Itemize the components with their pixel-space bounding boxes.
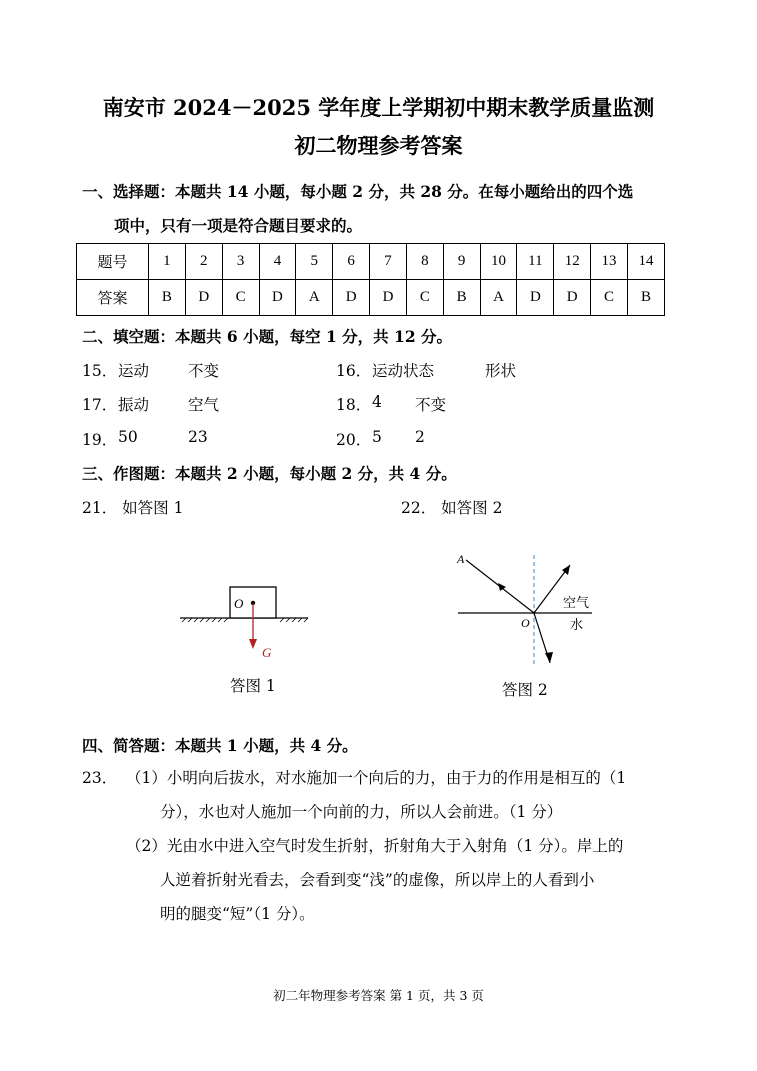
table-cell: A xyxy=(296,280,333,316)
fill-item-answer-a: 振动 xyxy=(118,396,150,414)
fill-item-answer-b: 空气 xyxy=(188,396,220,414)
figure-1 xyxy=(170,575,320,665)
table-cell: 3 xyxy=(222,244,259,280)
q23-number: 23． xyxy=(82,769,118,787)
table-cell: 14 xyxy=(627,244,664,280)
medium-water-label: 水 xyxy=(570,618,584,633)
table-cell-label: 答案 xyxy=(77,280,149,316)
fill-item-answer-b: 不变 xyxy=(188,362,220,380)
q23-part2-line3: 明的腿变“短”（1 分）。 xyxy=(160,905,315,923)
fill-item-num: 16． xyxy=(336,362,372,380)
q22-label: 22． 如答图 2 xyxy=(401,499,503,517)
fill-item-answer-a: 5 xyxy=(372,428,382,446)
table-cell: 4 xyxy=(259,244,296,280)
table-cell-label: 题号 xyxy=(77,244,149,280)
fill-item-answer-b: 形状 xyxy=(485,362,517,380)
fill-item-num: 20． xyxy=(336,431,372,449)
page-title: 南安市 2024－2025 学年度上学期初中期末教学质量监测 xyxy=(102,95,655,120)
point-o-label: O xyxy=(234,596,244,611)
table-row-numbers xyxy=(77,244,665,280)
section1-heading-line1: 一、选择题：本题共 14 小题，每小题 2 分，共 28 分。在每小题给出的四个选 xyxy=(82,182,634,201)
medium-air-label: 空气 xyxy=(563,596,590,611)
table-cell: B xyxy=(627,280,664,316)
fill-item-answer-a: 50 xyxy=(118,428,138,446)
fill-item-answer-a: 4 xyxy=(372,393,382,411)
table-cell: 10 xyxy=(480,244,517,280)
q23-part1-line2: 分），水也对人施加一个向前的力，所以人会前进。（1 分） xyxy=(160,803,563,821)
table-cell: C xyxy=(222,280,259,316)
table-cell: 12 xyxy=(554,244,591,280)
table-cell: 13 xyxy=(591,244,628,280)
table-cell: D xyxy=(259,280,296,316)
table-cell: 8 xyxy=(406,244,443,280)
table-cell: 5 xyxy=(296,244,333,280)
q23-part1-line1: （1）小明向后拔水，对水施加一个向后的力，由于力的作用是相互的（1 xyxy=(126,769,627,787)
point-o-label: O xyxy=(521,616,530,630)
table-cell: D xyxy=(185,280,222,316)
figure-2 xyxy=(450,545,600,670)
table-cell: B xyxy=(149,280,186,316)
table-cell: 2 xyxy=(185,244,222,280)
figure-1-caption: 答图 1 xyxy=(230,677,276,695)
force-g-label: G xyxy=(262,645,272,660)
fill-item-num: 15． xyxy=(82,362,118,380)
page-subtitle: 初二物理参考答案 xyxy=(294,133,463,158)
fill-item-num: 17． xyxy=(82,396,118,414)
table-cell: B xyxy=(443,280,480,316)
q21-label: 21． 如答图 1 xyxy=(82,499,184,517)
table-cell: 1 xyxy=(149,244,186,280)
table-cell: D xyxy=(370,280,407,316)
page-footer: 初二年物理参考答案 第 1 页，共 3 页 xyxy=(273,988,484,1003)
fill-item-answer-b: 不变 xyxy=(415,396,447,414)
section3-heading: 三、作图题：本题共 2 小题，每小题 2 分，共 4 分。 xyxy=(82,464,457,483)
q23-part2-line2: 人逆着折射光看去，会看到变“浅”的虚像，所以岸上的人看到小 xyxy=(160,871,595,889)
section2-heading: 二、填空题：本题共 6 小题，每空 1 分，共 12 分。 xyxy=(82,327,453,346)
table-cell: D xyxy=(554,280,591,316)
table-cell: D xyxy=(517,280,554,316)
fill-item-answer-b: 2 xyxy=(415,428,425,446)
fill-item-answer-a: 运动 xyxy=(118,362,150,380)
figure-2-caption: 答图 2 xyxy=(502,681,548,699)
answer-table xyxy=(76,243,665,316)
gravity-arrow-head xyxy=(249,639,257,649)
table-cell: D xyxy=(333,280,370,316)
table-cell: 9 xyxy=(443,244,480,280)
table-cell: C xyxy=(406,280,443,316)
section4-heading: 四、简答题：本题共 1 小题，共 4 分。 xyxy=(82,736,358,755)
table-cell: 7 xyxy=(370,244,407,280)
table-cell: 6 xyxy=(333,244,370,280)
ray-a-label: A xyxy=(457,552,465,566)
table-cell: C xyxy=(591,280,628,316)
fill-item-answer-a: 运动状态 xyxy=(372,362,435,380)
table-cell: 11 xyxy=(517,244,554,280)
q23-part2-line1: （2）光由水中进入空气时发生折射，折射角大于入射角（1 分）。岸上的 xyxy=(126,837,624,855)
fill-item-answer-b: 23 xyxy=(188,428,208,446)
table-cell: A xyxy=(480,280,517,316)
section1-heading-line2: 项中，只有一项是符合题目要求的。 xyxy=(114,216,363,235)
table-row-answers xyxy=(77,280,665,316)
fill-item-num: 19． xyxy=(82,431,118,449)
fill-item-num: 18． xyxy=(336,396,372,414)
